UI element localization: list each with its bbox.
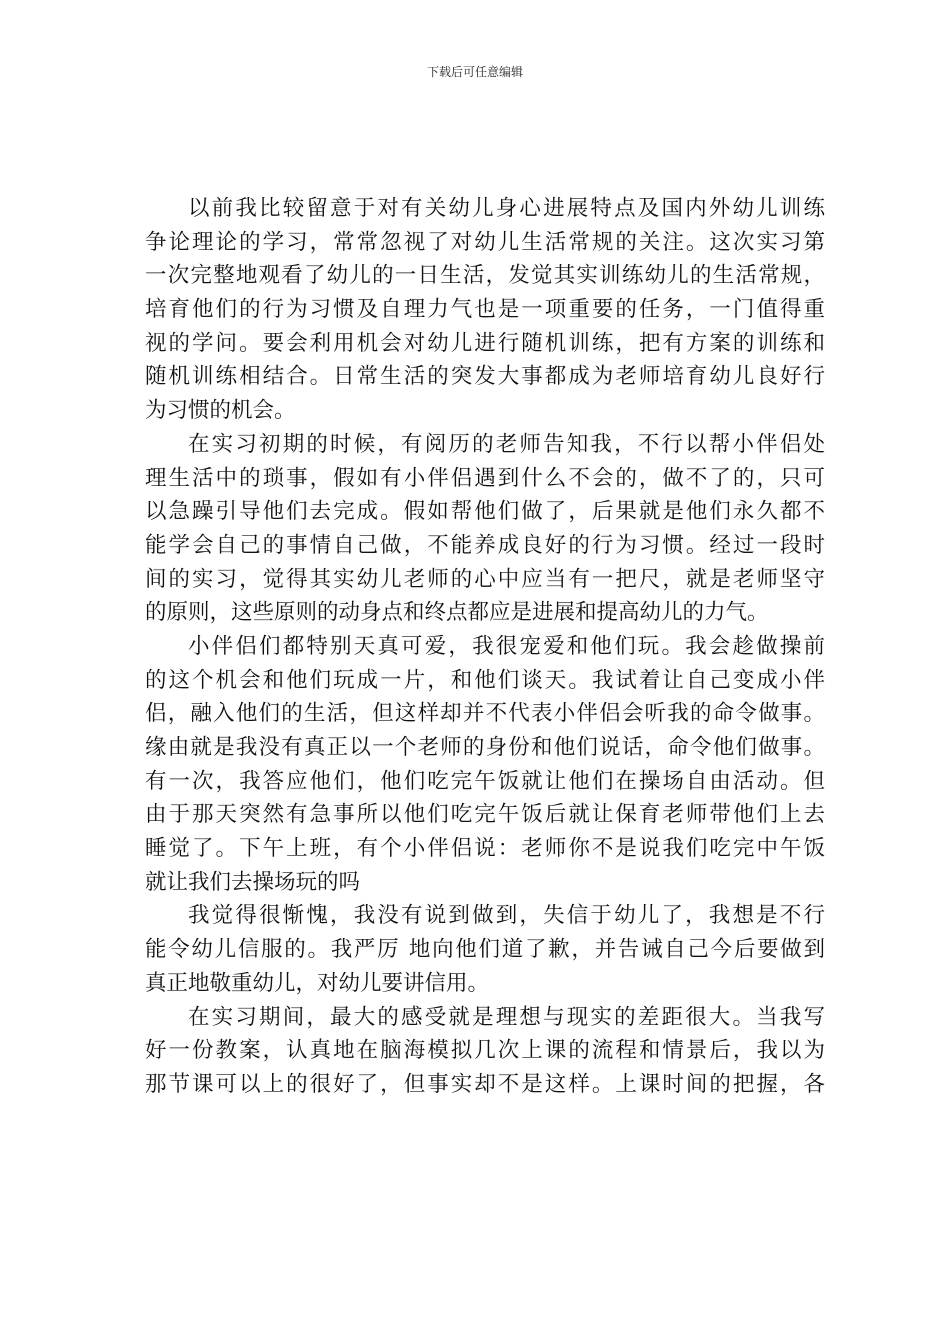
text-line: 在实习期间，最大的感受就是理想与现实的差距很大。当我写 [188, 1004, 825, 1030]
text-line: 的原则，这些原则的动身点和终点都应是进展和提高幼儿的力气。 [145, 600, 769, 626]
text-line: 间的实习，觉得其实幼儿老师的心中应当有一把尺，就是老师坚守 [145, 566, 825, 592]
text-line: 的这个机会和他们玩成一片，和他们谈天。我试着让自己变成小伴 [145, 667, 825, 693]
page-header: 下载后可任意编辑 [426, 65, 523, 79]
text-line: 培育他们的行为习惯及自理力气也是一项重要的任务，一门值得重 [145, 297, 825, 323]
text-line: 一次完整地观看了幼儿的一日生活，发觉其实训练幼儿的生活常规， [145, 263, 825, 289]
text-line: 小伴侣们都特别天真可爱，我很宠爱和他们玩。我会趁做操前 [188, 633, 825, 659]
text-line: 视的学问。要会利用机会对幼儿进行随机训练，把有方案的训练和 [145, 330, 825, 356]
text-line: 以前我比较留意于对有关幼儿身心进展特点及国内外幼儿训练 [188, 196, 825, 221]
paragraph [145, 630, 825, 900]
text-line: 侣，融入他们的生活，但这样却并不代表小伴侣会听我的命令做事。 [145, 701, 825, 727]
paragraph [145, 192, 825, 428]
text-line: 由于那天突然有急事所以他们吃完午饭后就让保育老师带他们上去 [145, 802, 825, 828]
text-line: 有一次，我答应他们，他们吃完午饭就让他们在操场自由活动。但 [145, 768, 825, 794]
text-line: 缘由就是我没有真正以一个老师的身份和他们说话，命令他们做事。 [145, 735, 825, 760]
paragraph [145, 899, 825, 1000]
text-line: 理生活中的琐事，假如有小伴侣遇到什么不会的，做不了的，只可 [145, 465, 825, 491]
text-line: 睡觉了。下午上班，有个小伴侣说：老师你不是说我们吃完中午饭 [145, 836, 825, 862]
document-body [145, 192, 825, 1102]
text-line: 随机训练相结合。日常生活的突发大事都成为老师培育幼儿良好行 [145, 364, 825, 390]
text-line: 真正地敬重幼儿，对幼儿要讲信用。 [145, 970, 490, 996]
text-line: 能令幼儿信服的。我严厉 地向他们道了歉，并告诫自己今后要做到 [145, 937, 825, 963]
text-line: 好一份教案，认真地在脑海模拟几次上课的流程和情景后，我以为 [145, 1038, 825, 1064]
text-line: 争论理论的学习，常常忽视了对幼儿生活常规的关注。这次实习第 [145, 229, 825, 255]
text-line: 就让我们去操场玩的吗 [145, 869, 361, 895]
text-line: 以急躁引导他们去完成。假如帮他们做了，后果就是他们永久都不 [145, 499, 825, 525]
paragraph [145, 1001, 825, 1102]
text-line: 我觉得很惭愧，我没有说到做到，失信于幼儿了，我想是不行 [188, 903, 825, 929]
text-line: 为习惯的机会。 [145, 398, 296, 424]
text-line: 那节课可以上的很好了，但事实却不是这样。上课时间的把握，各 [145, 1071, 825, 1097]
text-line: 在实习初期的时候，有阅历的老师告知我，不行以帮小伴侣处 [188, 431, 825, 457]
text-line: 能学会自己的事情自己做，不能养成良好的行为习惯。经过一段时 [145, 532, 825, 558]
paragraph [145, 428, 825, 630]
